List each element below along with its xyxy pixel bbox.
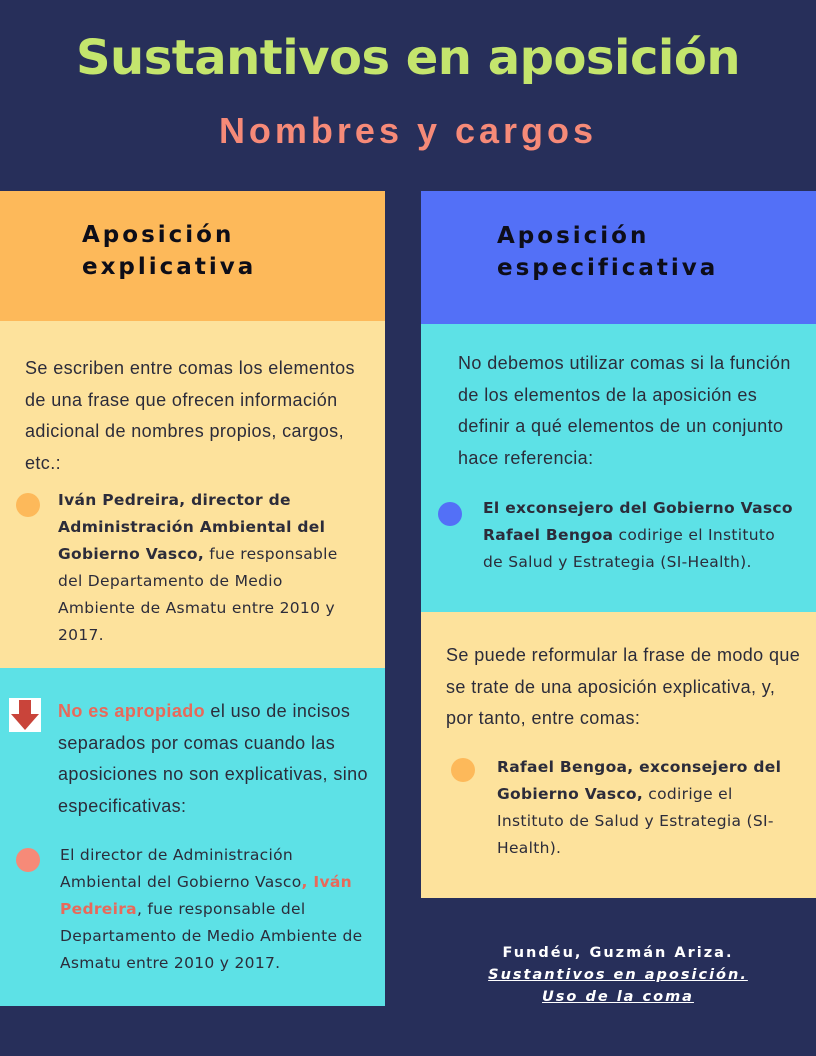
bullet-dot-icon [451,758,475,782]
right-reformulate-panel [421,612,816,898]
right-example: El exconsejero del Gobierno Vasco Rafael Bengoa codirige el Instituto de Salud y Estrategia (SI-Health). [483,499,793,571]
left-intro-text: Se escriben entre comas los elementos de una frase que ofrecen información adicional de nombres propios, cargos, etc.: [25,358,355,473]
bullet-dot-icon [16,493,40,517]
right-explanation-panel [421,324,816,612]
right-intro-text: No debemos utilizar comas si la función de los elementos de la aposición es definir a qué elementos de un conjunto hace referencia: [458,353,791,468]
left-example: Iván Pedreira, director de Administración Ambiental del Gobierno Vasco, fue responsable del Departamento de Medio Ambiente de Asmatu entre 2010 y 2017. [58,491,338,644]
reference-link[interactable]: Sustantivos en aposición. Uso de la coma [488,967,748,1005]
right-header-panel [421,191,816,324]
left-header-panel [0,191,385,321]
left-header-title: Aposición explicativa [82,222,257,280]
left-warning-panel [0,668,385,1006]
warning-text: No es apropiado el uso de incisos separados por comas cuando las aposiciones no son explicativas, sino especificativas: [58,701,368,816]
page-subtitle: Nombres y cargos [218,110,598,151]
reformulate-text: Se puede reformular la frase de modo que se trate de una aposición explicativa, y, por tanto, entre comas: [446,645,801,728]
right-example-2: Rafael Bengoa, exconsejero del Gobierno Vasco, codirige el Instituto de Salud y Estrategia (SI-Health). [497,758,782,857]
right-header-title: Aposición especificativa [497,223,719,281]
bullet-dot-icon [16,848,40,872]
left-explanation-panel [0,321,385,668]
page-title: Sustantivos en aposición [75,30,740,86]
reference-author: Fundéu, Guzmán Ariza. [502,945,734,961]
wrong-example: El director de Administración Ambiental del Gobierno Vasco, Iván Pedreira, fue responsable del Departamento de Medio Ambiente de Asmatu entre 2010 y 2017. [60,846,363,972]
bullet-dot-icon [438,502,462,526]
down-arrow-icon [9,698,41,732]
